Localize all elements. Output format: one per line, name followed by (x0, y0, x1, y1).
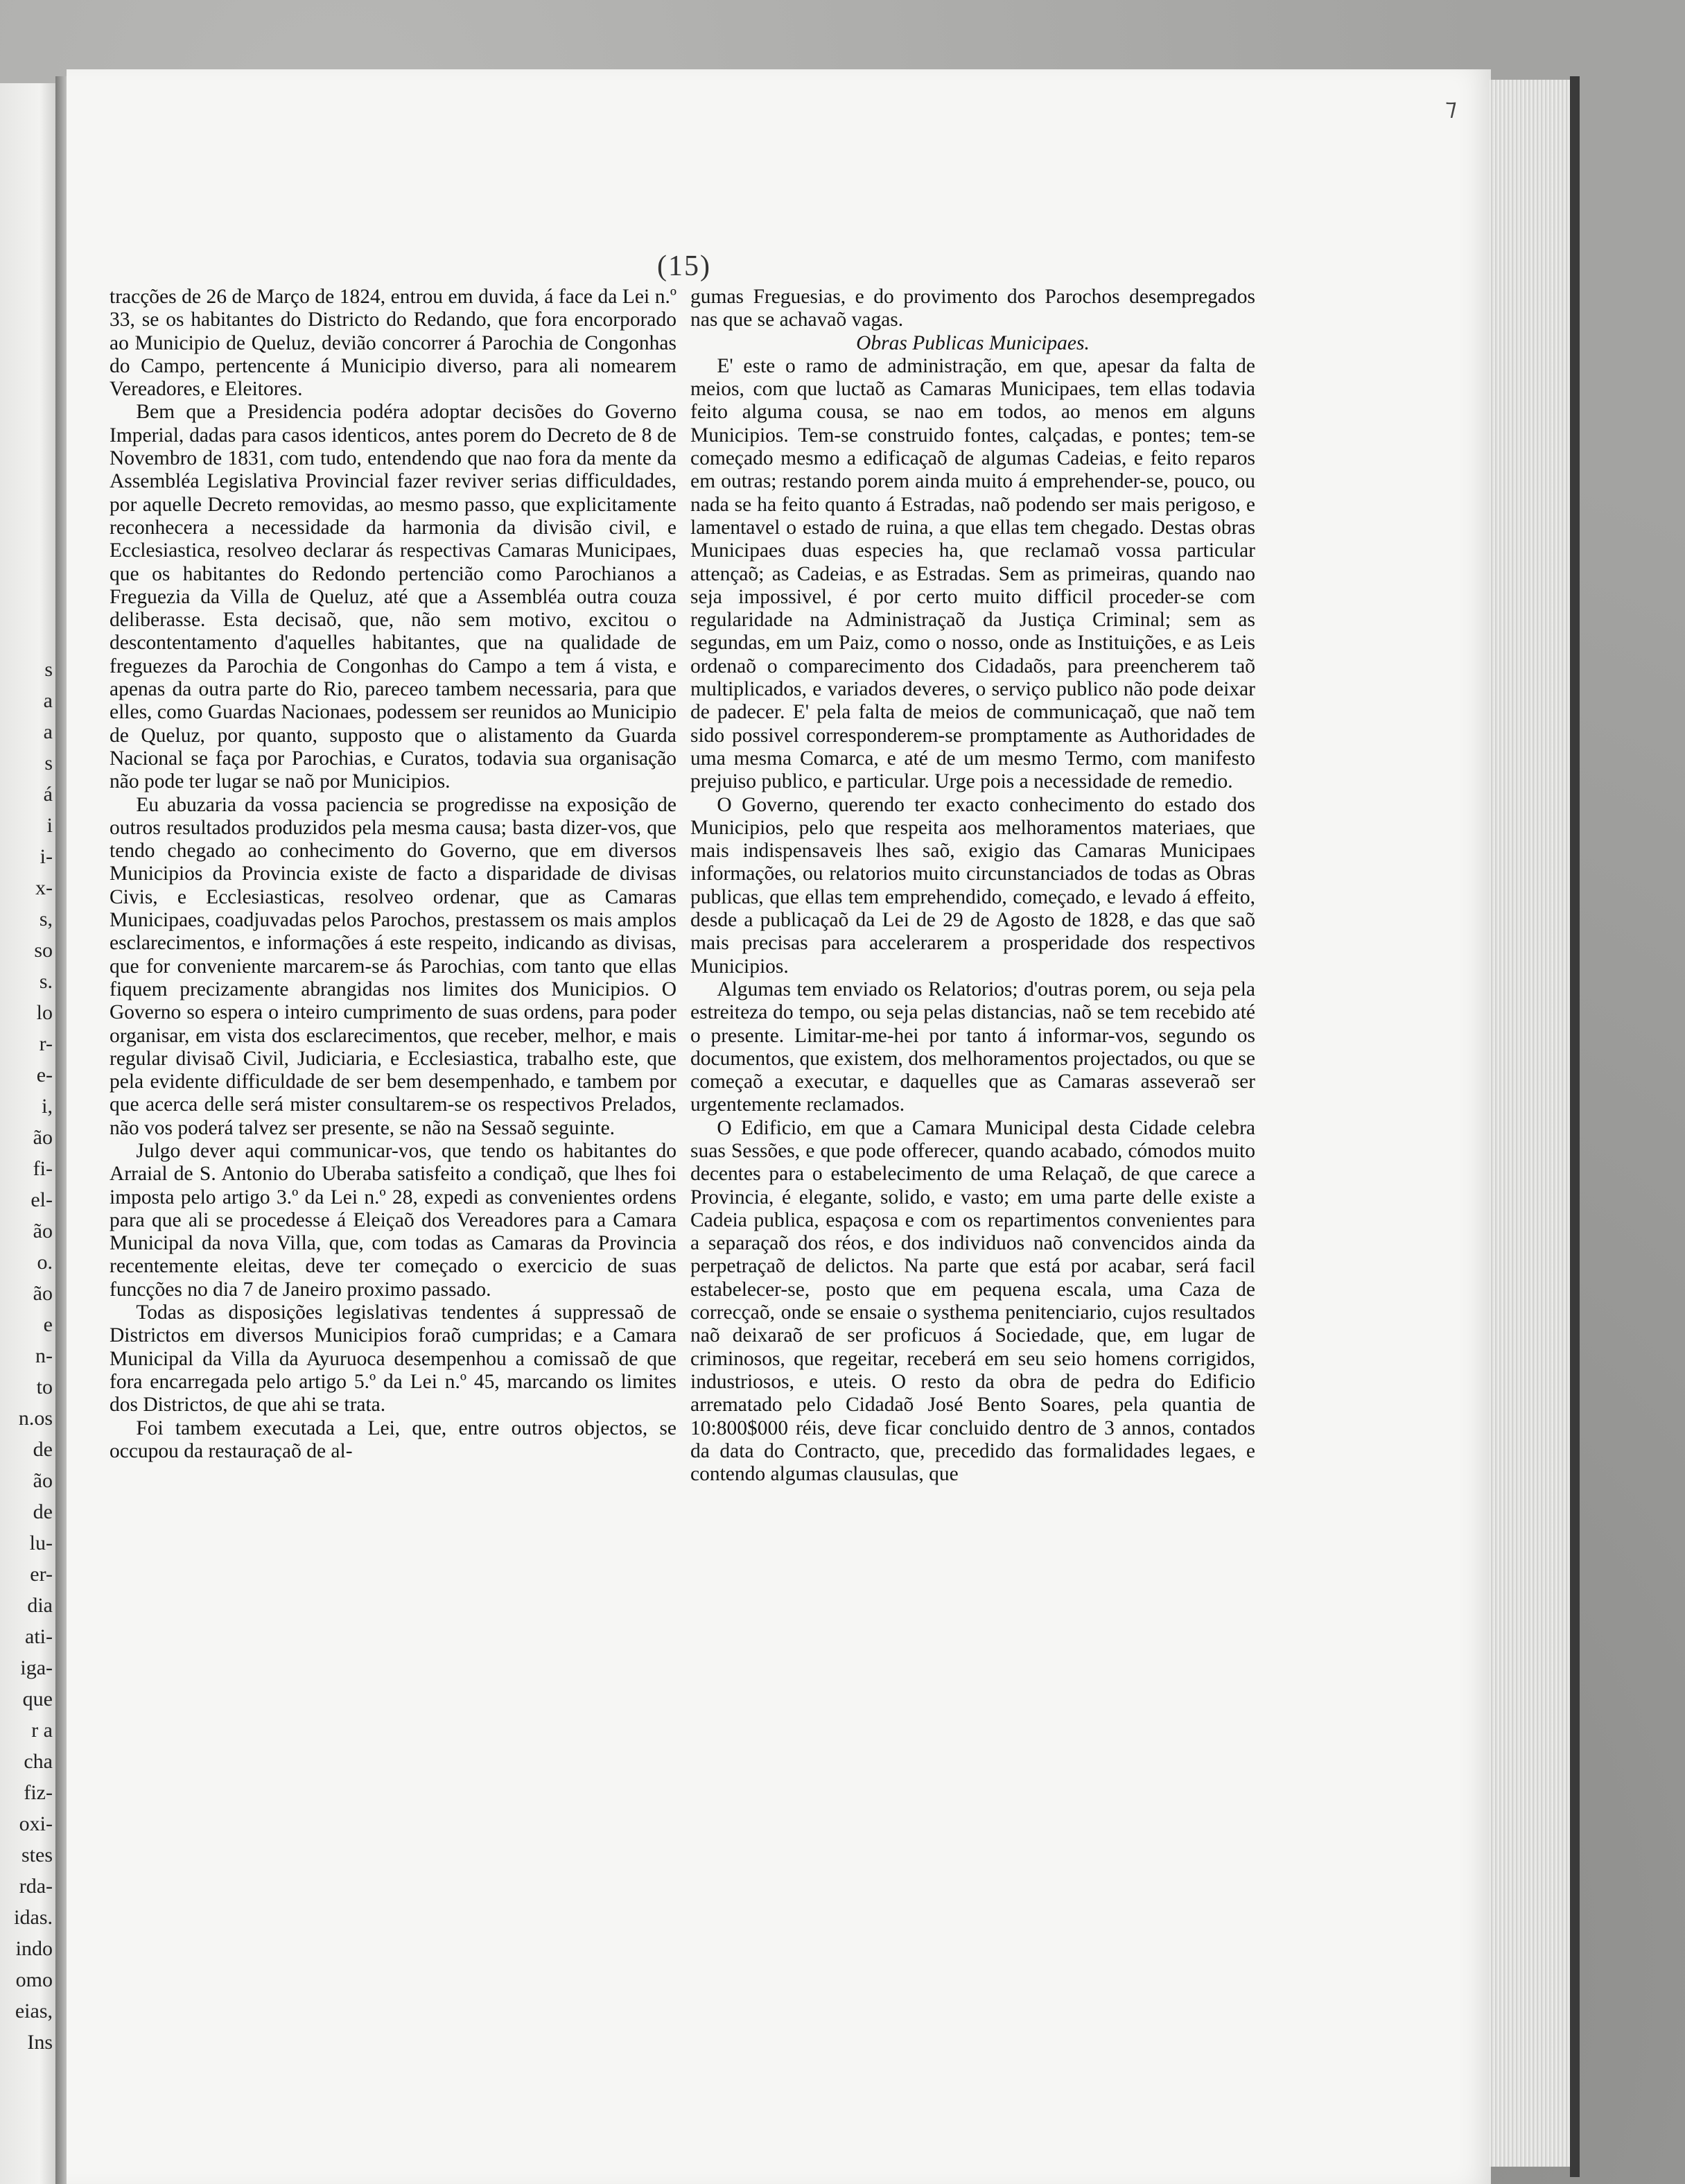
left-page-fragment: que (22, 1688, 53, 1710)
left-page-fragment: r a (31, 1719, 53, 1742)
paragraph: Bem que a Presidencia podéra adoptar decisões do Governo Imperial, dadas para casos identicos, antes porem do Decreto de 8 de Novembro de 1831, com tudo, entendendo que nao fora da mente da Assembléa Legislativa Provincial fazer reviver serias difficuldades, por aquelle Decreto removidas, ao mesmo passo, que explicitamente reconhecera a necessidade da harmonia da divisão civil, e Ecclesiastica, resolveo declarar ás respectivas Camaras Municipaes, que os habitantes do Redondo pertencião como Parochianos a Freguezia da Villa de Queluz, até que a Assembléa outra couza deliberasse. Esta decisaõ, que, não sem motivo, excitou o descontentamento d'aquelles habitantes, que na qualidade de freguezes da Parochia de Congonhas do Campo a tem á vista, e apenas da outra parte do Rio, pareceo tambem necessaria, para que elles, como Guardas Nacionaes, podessem ser reunidos ao Municipio de Queluz, por quanto, supposto que o alistamento da Guarda Nacional se faça por Parochias, e Curatos, todavia sua organisação não pode ter lugar se naõ por Municipios. (110, 401, 676, 793)
left-page-fragment: e (43, 1313, 53, 1336)
left-page-fragment: e- (36, 1064, 53, 1086)
left-page-fragment: a (43, 689, 53, 712)
paragraph: Eu abuzaria da vossa paciencia se progredisse na exposição de outros resultados produzidos pela mesma causa; basta dizer-vos, que tendo chegado ao conhecimento do Governo, que em diversos Municipios da Provincia existe de facto a disparidade de divisas Civis, e Ecclesiasticas, resolveo ordenar, que as Camaras Municipaes, coadjuvadas pelos Parochos, prestassem os mais amplos esclarecimentos, e informações á este respeito, indicando as divisas, que for conveniente marcarem-se ás Parochias, com tanto que ellas fiquem precizamente abrangidas nos limites dos Municipios. O Governo so espera o inteiro cumprimento de suas ordens, para poder organisar, em vista dos esclarecimentos, que receber, melhor, e mais regular divisaõ Civil, Judiciaria, e Ecclesiastica, trabalho este, que pela evidente difficuldade de ser bem desempenhado, e tambem por que acerca delle será mister consultarem-se os respectivos Prelados, não vos poderá talvez ser presente, se não na Sessaõ seguinte. (110, 793, 676, 1139)
corner-mark: ⁊ (1445, 95, 1457, 121)
left-page-fragment: a (43, 720, 53, 743)
left-page-fragment: s, (39, 908, 53, 930)
left-page-fragment: de (33, 1500, 53, 1523)
left-page-fragment: ão (33, 1126, 53, 1149)
paragraph: tracções de 26 de Março de 1824, entrou em duvida, á face da Lei n.º 33, se os habitantes do Districto do Redando, que fora encorporado ao Municipio de Queluz, devião concorrer á Parochia de Congonhas do Campo, pertencente á Municipio diverso, para ali nomearem Vereadores, e Eleitores. (110, 286, 676, 401)
page-number: (15) (657, 250, 711, 282)
left-page-fragment: s (44, 752, 53, 774)
left-page-fragment: dia (27, 1594, 53, 1617)
left-page-fragment: omo (15, 1968, 53, 1991)
left-page-fragment: idas. (14, 1906, 53, 1929)
left-page-fragment: iga- (20, 1656, 53, 1679)
paragraph: Foi tambem executada a Lei, que, entre outros objectos, se occupou da restauraçaõ de al- (110, 1416, 676, 1462)
left-page-fragment: de (33, 1438, 53, 1461)
left-page-fragment: ão (33, 1220, 53, 1242)
left-page-fragment: ão (33, 1282, 53, 1305)
left-page-fragment: indo (15, 1937, 53, 1960)
book-fore-edge (1489, 80, 1572, 2167)
left-page-fragment: á (43, 783, 53, 806)
left-page-fragment: i (46, 814, 53, 837)
paragraph: O Governo, querendo ter exacto conhecimento do estado dos Municipios, pelo que respeita aos melhoramentos materiaes, que mais indispensaveis lhes saõ, exigio das Camaras Municipaes informações, ou relatorios muito circunstanciados de todas as Obras publicas, que ellas tem emprehendido, começado, e levado á effeito, desde a publicaçaõ da Lei de 29 de Agosto de 1828, e das que saõ mais precisas para accelerarem a prosperidade dos respectivos Municipios. (690, 793, 1255, 978)
paragraph: Todas as disposições legislativas tendentes á suppressaõ de Districtos em diversos Municipios foraõ cumpridas; e a Camara Municipal da Villa da Ayuruoca desempenhou a comissaõ de que fora encarregada pelo artigo 5.º da Lei n.º 45, marcando os limites dos Districtos, de que ahi se trata. (110, 1301, 676, 1416)
left-page-fragment: x- (35, 876, 53, 899)
left-page-fragment: so (34, 939, 53, 962)
left-page-fragment: n.os (18, 1407, 53, 1430)
left-page-fragment: rda- (19, 1875, 53, 1898)
left-page-fragment: ati- (25, 1625, 53, 1648)
paragraph: gumas Freguesias, e do provimento dos Parochos desempregados nas que se achavaõ vagas. (690, 286, 1255, 331)
left-page-fragment: fiz- (24, 1781, 53, 1804)
left-page-fragment: oxi- (19, 1812, 53, 1835)
left-page-fragment: Ins (27, 2031, 53, 2054)
left-page-fragment: s (44, 658, 53, 681)
right-text-column (690, 286, 1255, 1486)
paragraph: O Edificio, em que a Camara Municipal desta Cidade celebra suas Sessões, e que pode offerecer, quando acabado, cómodos muito decentes para o estabelecimento de uma Relaçaõ, de que carece a Provincia, é elegante, solido, e vasto; em uma parte delle existe a Cadeia publica, espaçosa e com os repartimentos convenientes para a separaçaõ dos réos, e dos individuos naõ convencidos ainda da perpetraçaõ de delictos. Na parte que está por acabar, será facil estabelecer-se, posto que em pequena escala, uma Caza de correcçaõ, onde se ensaie o systhema penitenciario, cujos resultados naõ deixaraõ de ser proficuos á Sociedade, que, em lugar de criminosos, que regeitar, receberá em seu seio homens corrigidos, industriosos, e uteis. O resto da obra de pedra do Edificio arrematado pelo Cidadaõ José Bento Soares, pela quantia de 10:800$000 réis, deve ficar concluido dentro de 3 annos, contados da data do Contracto, que, precedido das formalidades legaes, e contendo algumas clausulas, que (690, 1116, 1255, 1486)
paragraph: Algumas tem enviado os Relatorios; d'outras porem, ou seja pela estreiteza do tempo, ou seja pelas distancias, naõ se tem recebido até o presente. Limitar-me-hei por tanto á informar-vos, segundo os documentos, que existem, dos melhoramentos projectados, ou que se começaõ a executar, e daquelles que as Camaras asseveraõ ser urgentemente reclamados. (690, 978, 1255, 1116)
left-text-column (110, 286, 676, 1463)
left-page-fragment: i, (42, 1095, 53, 1118)
left-page-fragment: i- (40, 845, 53, 868)
left-facing-page (0, 83, 57, 2184)
left-page-fragment: er- (30, 1563, 53, 1586)
left-page-fragment: stes (21, 1844, 53, 1866)
left-page-fragment: to (36, 1376, 53, 1398)
paragraph: Julgo dever aqui communicar-vos, que tendo os habitantes do Arraial de S. Antonio do Uberaba satisfeito a condiçaõ, que lhes foi imposta pelo artigo 3.º da Lei n.º 28, expedi as convenientes ordens para que ali se procedesse á Eleiçaõ dos Vereadores para a Camara Municipal da nova Villa, que, com todas as Camaras da Provincia recentemente eleitas, deve ter começado o exercicio de suas funcções no dia 7 de Janeiro proximo passado. (110, 1139, 676, 1301)
section-heading: Obras Publicas Municipaes. (856, 331, 1090, 354)
left-page-fragment: eias, (15, 2000, 53, 2022)
left-page-fragment: el- (30, 1188, 53, 1211)
left-page-fragment: o. (37, 1251, 53, 1274)
left-page-fragment: cha (24, 1750, 53, 1773)
left-page-fragment: r- (39, 1032, 53, 1055)
left-page-fragment: lo (36, 1001, 53, 1024)
left-page-fragment: lu- (29, 1532, 53, 1554)
paragraph: E' este o ramo de administração, em que, apesar da falta de meios, com que luctaõ as Camaras Municipaes, tem ellas todavia feito alguma cousa, se nao em todos, ao menos em alguns Municipios. Tem-se construido fontes, calçadas, e pontes; tem-se começado mesmo a edificaçaõ de algumas Cadeias, e feito reparos em outras; restando porem ainda muito á emprehender-se, pouco, ou nada se ha feito quanto á Estradas, naõ podendo ser mais perigoso, e lamentavel o estado de ruina, a que ellas tem chegado. Destas obras Municipaes duas especies ha, que reclamaõ vossa particular attençaõ; as Cadeias, e as Estradas. Sem as primeiras, quando nao seja impossivel, é por certo muito difficil proceder-se com regularidade na Administraçaõ da Justiça Criminal; sem as segundas, em um Paiz, como o nosso, onde as Instituições, e as Leis ordenaõ o comparecimento dos Cidadaõs, para preencherem taõ multiplicados, e variados deveres, o serviço publico não pode deixar de padecer. E' pela falta de meios de communicaçaõ, que naõ tem sido possivel corresponderem-se promptamente as Authoridades de uma mesma Comarca, e até de um mesmo Termo, com manifesto prejuiso publico, e particular. Urge pois a necessidade de remedio. (690, 354, 1255, 793)
left-page-fragment: s. (39, 970, 53, 993)
left-page-fragment: ão (33, 1469, 53, 1492)
book-cover-edge (1570, 76, 1580, 2177)
left-page-fragment: fi- (33, 1157, 53, 1180)
left-page-fragment: n- (35, 1344, 53, 1367)
